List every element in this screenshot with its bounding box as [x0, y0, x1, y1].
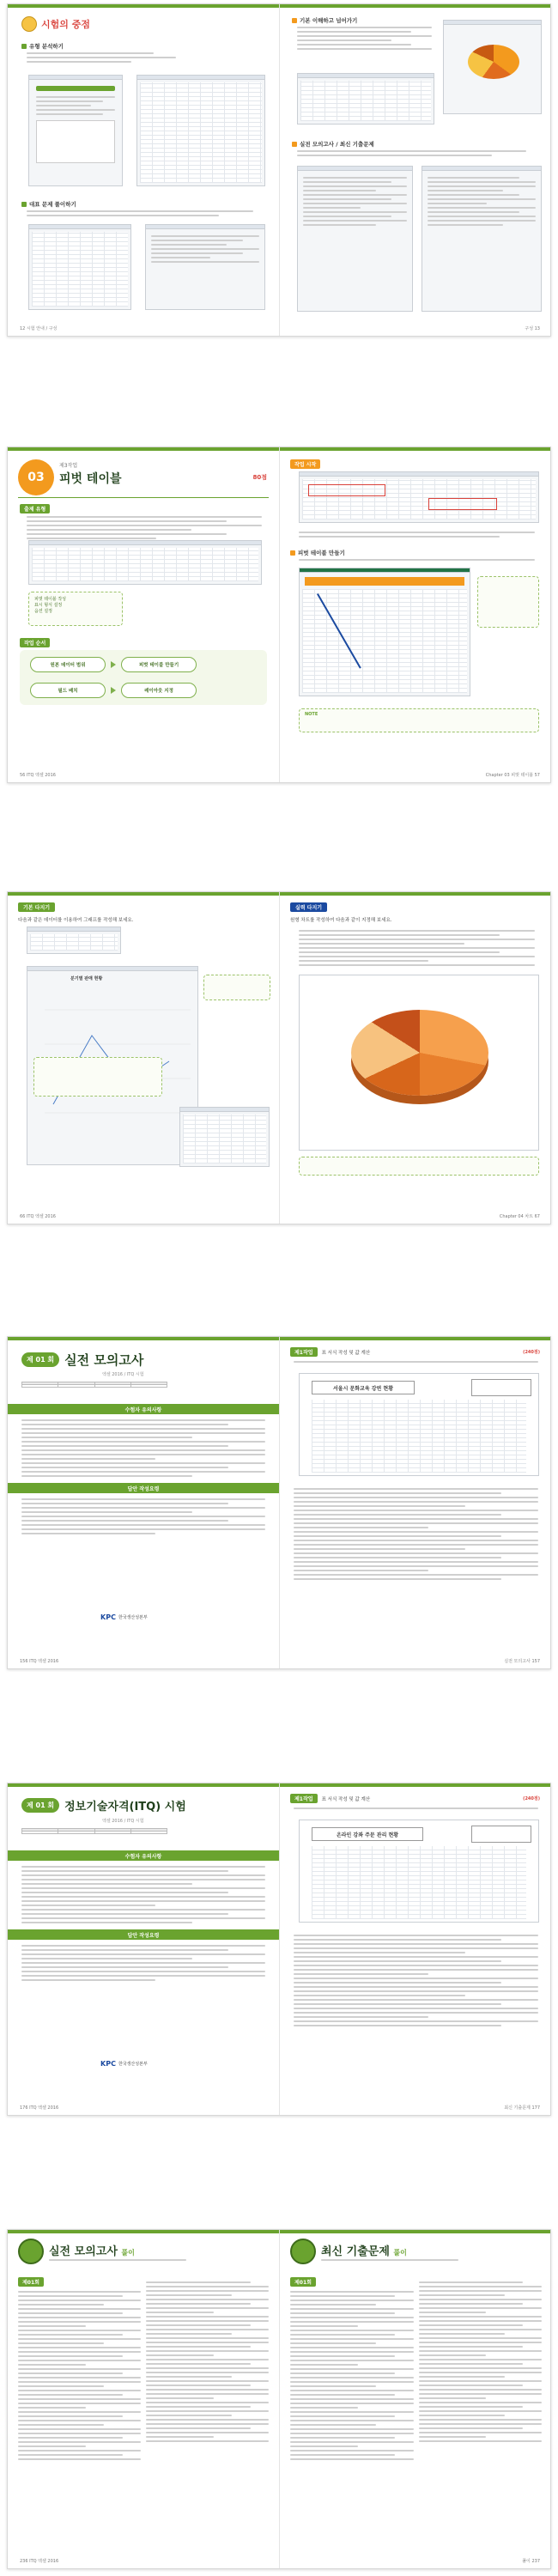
table-title: 온라인 강좌 주문 관리 현황	[312, 1827, 423, 1841]
section-heading: 기본 이해하고 넘어가기	[292, 16, 357, 24]
mascot-icon	[290, 2239, 316, 2264]
page-footer: 156 ITQ 엑셀 2016	[20, 1658, 59, 1664]
solution-columns	[18, 2271, 269, 2546]
sample-page-thumbnail	[422, 166, 542, 312]
page-footer: 56 ITQ 엑셀 2016	[20, 772, 56, 778]
section-heading: 대표 문제 풀이하기	[21, 200, 76, 208]
sample-page-thumbnail	[297, 166, 413, 312]
pie-chart-thumbnail	[443, 20, 542, 114]
section-label: 실력 다지기	[290, 902, 327, 912]
answer-summary-box: 피벗 테이블 작성 표시 형식 설정 옵션 설정	[28, 592, 123, 626]
note-box: NOTE	[299, 708, 539, 732]
spread-2-right-page	[280, 447, 551, 782]
spread-6-right-page	[280, 2230, 551, 2568]
exam-table-screenshot	[299, 1373, 539, 1476]
callout-box	[203, 975, 270, 1000]
page-footer: Chapter 04 차트 67	[499, 1213, 540, 1219]
spread-3-right-page	[280, 892, 551, 1224]
question-text: 원형 차트를 작성하여 다음과 같이 지정해 보세요.	[290, 918, 392, 923]
spreadsheet-screenshot	[28, 540, 262, 585]
solutions-title: 최신 기출문제 풀이	[321, 2245, 407, 2258]
section-heading: 작업 순서	[20, 638, 50, 647]
mascot-icon	[18, 2239, 44, 2264]
exam-subtitle: 엑셀 2016 / ITQ 시험	[102, 1819, 144, 1824]
sample-page-thumbnail	[28, 224, 131, 310]
spread-4-left-page	[8, 1337, 280, 1668]
mascot-icon	[21, 16, 37, 32]
callout-box	[477, 576, 539, 628]
spread-3	[7, 891, 551, 1224]
exam-title: 제 01 회 정보기술자격(ITQ) 시험	[21, 1797, 186, 1814]
page-heading: 시험의 중점	[21, 16, 90, 32]
flow-step: 원본 데이터 범위	[30, 657, 106, 672]
answer-guide-ribbon: 답안 작성요령	[8, 1483, 279, 1493]
pivot-table-dialog-screenshot	[299, 568, 470, 696]
section-heading: 피벗 테이블 만들기	[290, 549, 345, 556]
question-text: 다음과 같은 데이터를 이용하여 그래프를 작성해 보세요.	[18, 918, 134, 923]
chapter-title: 피벗 테이블	[59, 472, 122, 486]
exam-subtitle: 엑셀 2016 / ITQ 시험	[102, 1372, 144, 1377]
spread-6-left-page	[8, 2230, 280, 2568]
sample-page-thumbnail	[136, 75, 265, 186]
score-badge: 80점	[252, 474, 267, 481]
flow-step: 피벗 테이블 만들기	[121, 657, 197, 672]
solution-columns	[290, 2271, 542, 2546]
page-footer: 실전 모의고사 157	[504, 1658, 540, 1664]
spread-6	[7, 2229, 551, 2569]
instructions-ribbon: 수험자 유의사항	[8, 1850, 279, 1861]
exam-table-screenshot	[299, 1820, 539, 1923]
page-footer: 12 시험 안내 / 구성	[20, 325, 58, 331]
solutions-title: 실전 모의고사 풀이	[49, 2245, 135, 2258]
sample-page-thumbnail	[145, 224, 265, 310]
spread-2	[7, 447, 551, 783]
spread-2-left-page	[8, 447, 280, 782]
section-heading: 작업 시작	[290, 459, 320, 469]
kpc-logo: KPC 한국생산성본부	[100, 2060, 148, 2068]
spread-3-left-page	[8, 892, 280, 1224]
task-points: (240점)	[523, 1796, 540, 1801]
chapter-number-badge: 03	[18, 459, 54, 495]
exam-title: 제 01 회 실전 모의고사	[21, 1351, 143, 1369]
callout-box	[33, 1057, 162, 1097]
spread-5-right-page	[280, 1783, 551, 2115]
page-footer: 풀이 237	[522, 2558, 540, 2564]
flow-step: 레이아웃 지정	[121, 683, 197, 698]
spread-1	[7, 3, 551, 337]
pie-chart-screenshot	[299, 975, 539, 1151]
page-footer: 176 ITQ 엑셀 2016	[20, 2105, 59, 2111]
section-label: 기본 다지기	[18, 902, 55, 912]
spread-5	[7, 1783, 551, 2116]
exam-info-table	[21, 1382, 167, 1388]
section-heading: 유형 분석하기	[21, 42, 64, 50]
solution-label: 제01회	[290, 2277, 316, 2287]
instructions-ribbon: 수험자 유의사항	[8, 1404, 279, 1414]
section-heading: 실전 모의고사 / 최신 기출문제	[292, 140, 374, 148]
spread-4-right-page	[280, 1337, 551, 1668]
task-heading: 제1작업 표 서식 작성 및 값 계산	[290, 1347, 370, 1357]
chart-title: 분기별 판매 현황	[70, 976, 103, 981]
spread-1-right-page	[280, 4, 551, 336]
page-footer: 66 ITQ 엑셀 2016	[20, 1213, 56, 1219]
task-points: (240점)	[523, 1350, 540, 1355]
table-title: 서울시 문화교육 강연 현황	[312, 1381, 415, 1394]
dialog-screenshot	[179, 1107, 270, 1167]
note-box	[299, 1157, 539, 1176]
solution-label: 제01회	[18, 2277, 44, 2287]
spread-4	[7, 1336, 551, 1669]
page-footer: 최신 기출문제 177	[504, 2105, 540, 2111]
flow-step: 필드 배치	[30, 683, 106, 698]
page-footer: 236 ITQ 엑셀 2016	[20, 2558, 59, 2564]
spread-5-left-page	[8, 1783, 280, 2115]
sample-page-thumbnail	[297, 73, 434, 125]
page-footer: 구성 13	[525, 325, 540, 331]
spread-1-left-page	[8, 4, 280, 336]
section-heading: 출제 유형	[20, 504, 50, 513]
answer-guide-ribbon: 답안 작성요령	[8, 1929, 279, 1940]
data-table-screenshot	[27, 927, 121, 954]
sample-page-thumbnail	[28, 75, 123, 186]
spreadsheet-screenshot	[299, 471, 539, 523]
chapter-subtitle: 제3작업	[59, 463, 78, 469]
page-footer: Chapter 03 피벗 테이블 57	[485, 772, 540, 778]
exam-info-table	[21, 1828, 167, 1834]
task-heading: 제1작업 표 서식 작성 및 값 계산	[290, 1794, 370, 1803]
kpc-logo: KPC 한국생산성본부	[100, 1613, 148, 1621]
